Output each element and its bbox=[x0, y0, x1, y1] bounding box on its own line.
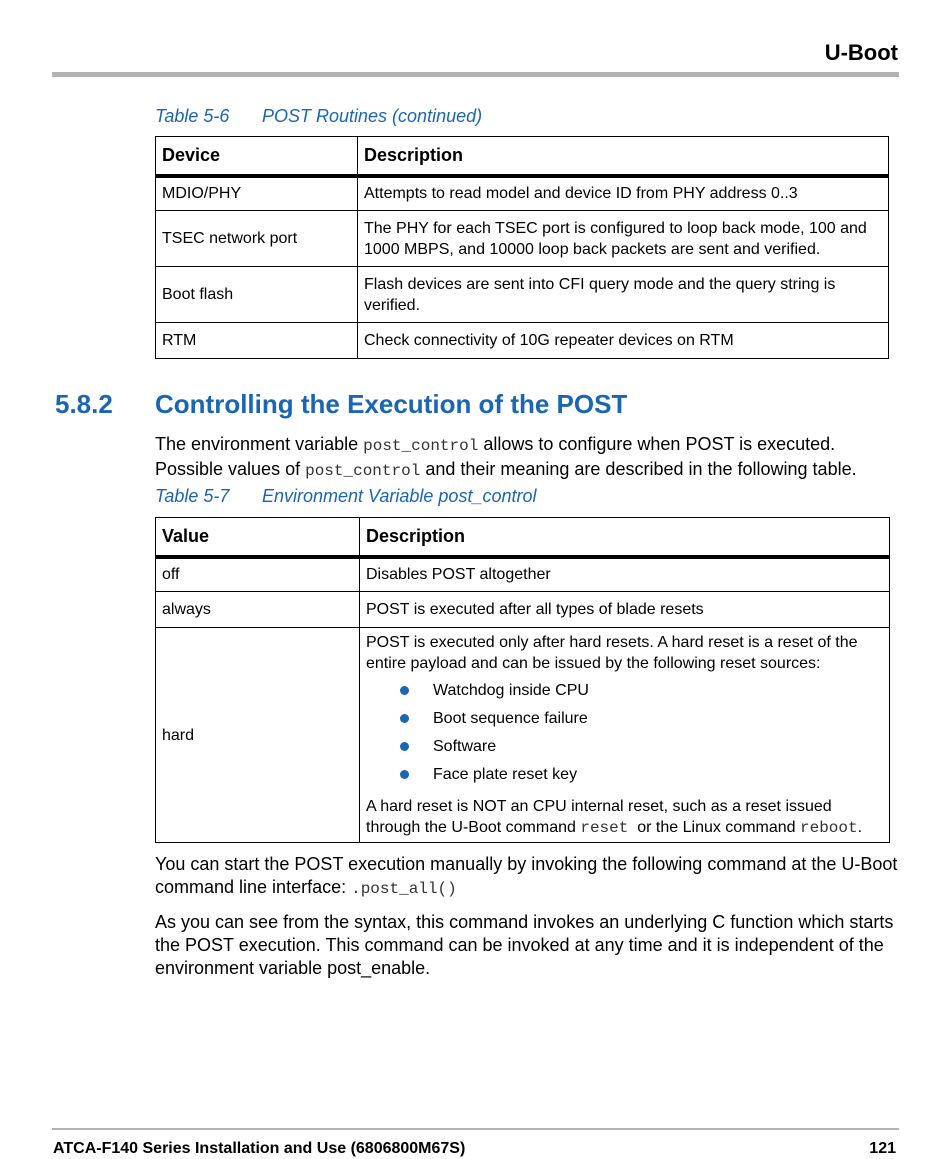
syntax-paragraph: As you can see from the syntax, this command invokes an underlying C function which starts the POST execution. This command can be invoked at any time and it is independent of the environment variable post_enable. bbox=[155, 912, 894, 978]
reset-sources-list bbox=[366, 680, 883, 792]
section-title: Controlling the Execution of the POST bbox=[155, 389, 628, 419]
footer-rule bbox=[52, 1128, 899, 1130]
inline-code: post_control bbox=[363, 437, 479, 455]
table-row bbox=[156, 176, 889, 211]
inline-code: reboot bbox=[800, 819, 858, 837]
running-header-title: U-Boot bbox=[824, 40, 898, 65]
cell-device: MDIO/PHY bbox=[156, 176, 358, 211]
cell-device: RTM bbox=[156, 323, 358, 359]
bullet-icon bbox=[400, 742, 409, 751]
bullet-icon bbox=[400, 686, 409, 695]
table-row bbox=[156, 323, 889, 359]
cell-value: off bbox=[156, 557, 360, 592]
cell-description: POST is executed after all types of blade resets bbox=[360, 592, 890, 628]
section-number: 5.8.2 bbox=[55, 389, 113, 419]
table1-caption-number: Table 5-6 bbox=[155, 106, 230, 126]
cell-description: Disables POST altogether bbox=[360, 557, 890, 592]
bullet-icon bbox=[400, 714, 409, 723]
inline-code: reset bbox=[580, 819, 629, 837]
inline-code: post_control bbox=[305, 462, 421, 480]
list-item: Watchdog inside CPU bbox=[366, 680, 883, 708]
post-routines-table bbox=[155, 136, 889, 359]
column-header: Value bbox=[156, 518, 360, 557]
column-header: Description bbox=[360, 518, 890, 557]
table2-caption bbox=[155, 486, 536, 507]
intro-text: allows to configure when POST is executed. Possible values of bbox=[155, 434, 836, 479]
cell-value: always bbox=[156, 592, 360, 628]
cell-description: Flash devices are sent into CFI query mode and the query string is verified. bbox=[358, 267, 889, 323]
intro-text: and their meaning are described in the following table. bbox=[420, 459, 857, 479]
table-row bbox=[156, 557, 890, 592]
post-control-table bbox=[155, 517, 890, 843]
table-row bbox=[156, 592, 890, 628]
table-row bbox=[156, 267, 889, 323]
table-row bbox=[156, 211, 889, 267]
cell-value: hard bbox=[156, 628, 360, 843]
table2-caption-title: Environment Variable post_control bbox=[262, 486, 537, 506]
list-item: Software bbox=[366, 736, 883, 764]
table1-caption bbox=[155, 106, 482, 127]
cell-device: Boot flash bbox=[156, 267, 358, 323]
table-row bbox=[156, 628, 890, 843]
hard-intro: POST is executed only after hard resets. A hard reset is a reset of the entire payload and can be issued by the following reset sources: bbox=[366, 634, 858, 672]
column-header: Device bbox=[156, 137, 358, 176]
bullet-icon bbox=[400, 770, 409, 779]
table-header-row bbox=[156, 137, 889, 176]
footer-document-title: ATCA-F140 Series Installation and Use (6806800M67S) bbox=[53, 1140, 466, 1157]
header-rule bbox=[52, 72, 899, 77]
intro-text: The environment variable bbox=[155, 434, 364, 454]
cell-device: TSEC network port bbox=[156, 211, 358, 267]
cell-description bbox=[360, 628, 890, 843]
hard-outro: A hard reset is NOT an CPU internal reset, such as a reset issued through the U-Boot command reset or the Linux command reboot. bbox=[366, 798, 863, 837]
list-item: Face plate reset key bbox=[366, 764, 883, 792]
table2-caption-number: Table 5-7 bbox=[155, 486, 230, 506]
column-header: Description bbox=[358, 137, 889, 176]
cell-description: Attempts to read model and device ID from PHY address 0..3 bbox=[358, 176, 889, 211]
manual-start-paragraph: You can start the POST execution manually by invoking the following command at the U-Boot command line interface: .post_all() bbox=[155, 854, 898, 898]
inline-code: .post_all() bbox=[351, 880, 457, 898]
list-item: Boot sequence failure bbox=[366, 708, 883, 736]
cell-description: The PHY for each TSEC port is configured to loop back mode, 100 and 1000 MBPS, and 10000 loop back packets are sent and verified. bbox=[358, 211, 889, 267]
table1-caption-title: POST Routines (continued) bbox=[262, 106, 483, 126]
cell-description: Check connectivity of 10G repeater devices on RTM bbox=[358, 323, 889, 359]
page-number: 121 bbox=[869, 1140, 896, 1157]
table-header-row bbox=[156, 518, 890, 557]
intro-paragraph bbox=[155, 433, 900, 483]
